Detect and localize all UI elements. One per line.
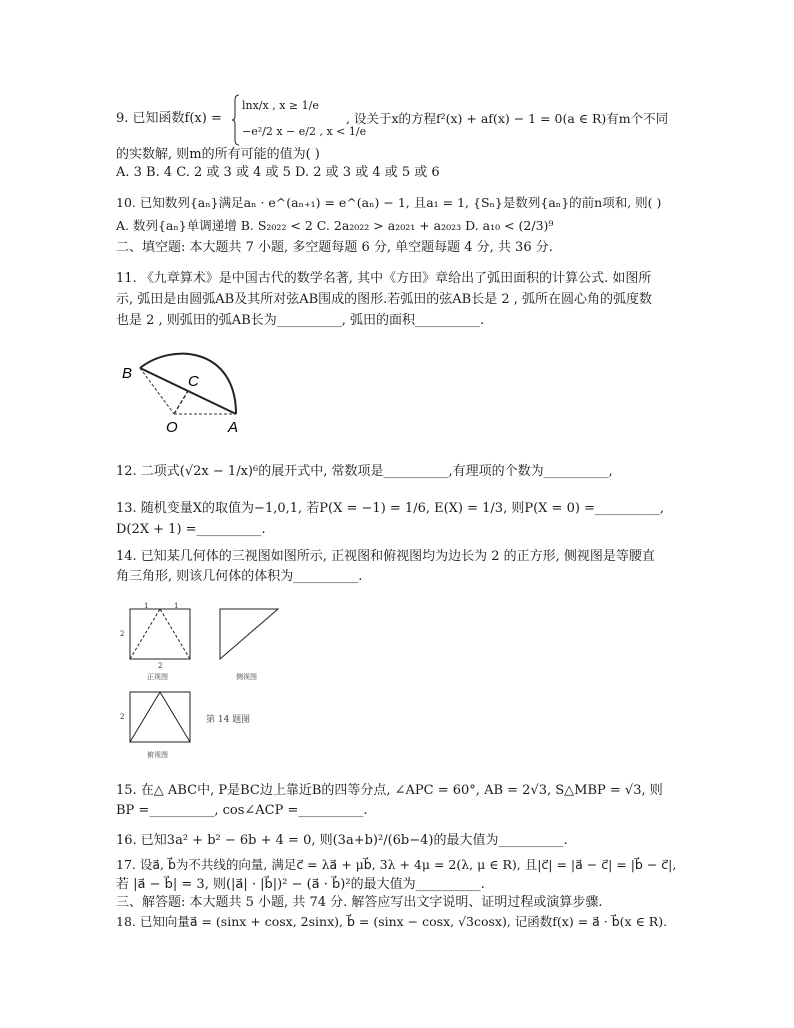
q18-line: 18. 已知向量a⃗ = (sinx + cosx, 2sinx), b⃗ = (sinx − cosx, √3cosx), 记函数f(x) = a⃗ · b⃗(x ∈ R). [116, 914, 668, 929]
section-2-heading: 二、填空题: 本大题共 7 小题, 多空题每题 6 分, 单空题每题 4 分, 共 36 分. [116, 240, 553, 255]
q11-line2: 示, 弧田是由圆弧AB及其所对弦AB围成的图形.若弧田的弦AB长是 2 , 弧所在圆心角的弧度数 [116, 292, 653, 307]
front-view-figure [127, 602, 197, 664]
q9-prefix: 9. 已知函数f(x) = [116, 111, 222, 126]
q14-line2: 角三角形, 则该几何体的体积为__________. [116, 569, 363, 584]
q9-options: A. 3 B. 4 C. 2 或 3 或 4 或 5 D. 2 或 3 或 4 或 5 或 6 [116, 165, 440, 180]
front-view-caption: 正视图 [147, 673, 168, 681]
top-dim-left: 2 [120, 713, 125, 721]
q17-line1: 17. 设a⃗, b⃗为不共线的向量, 满足c⃗ = λa⃗ + μb⃗, 3λ + 4μ = 2(λ, μ ∈ R), 且|c⃗| = |a⃗ − c⃗| = |b⃗ − c⃗|, [116, 857, 677, 872]
q17-line2: 若 |a⃗ − b⃗| = 3, 则(|a⃗| · |b⃗|)² − (a⃗ · b⃗)²的最大值为__________. [116, 877, 485, 892]
front-dim-top-right: 1 [174, 602, 179, 610]
q11-line1: 11. 《九章算术》是中国古代的数学名著, 其中《方田》章给出了弧田面积的计算公式. 如图所 [116, 271, 652, 286]
top-view-caption: 俯视图 [147, 751, 168, 759]
q13-line2: D(2X + 1) =__________. [116, 522, 266, 537]
label-b: B [122, 365, 133, 382]
brace-icon [232, 94, 240, 146]
q11-line3: 也是 2 , 则弧田的弧AB长为__________, 弧田的面积__________. [116, 313, 485, 328]
label-a: A [228, 419, 239, 436]
q14-line1: 14. 已知某几何体的三视图如图所示, 正视图和俯视图均为边长为 2 的正方形, 侧视图是等腰直 [116, 549, 655, 564]
q14-figure-caption: 第 14 题图 [206, 715, 251, 725]
side-view-figure [216, 602, 286, 664]
q13-line1: 13. 随机变量X的取值为−1,0,1, 若P(X = −1) = 1/6, E(X) = 1/3, 则P(X = 0) =__________, [116, 501, 665, 516]
label-c: C [188, 373, 199, 390]
q9-suffix: , 设关于x的方程f²(x) + af(x) − 1 = 0(a ∈ R)有m个不同 [346, 111, 669, 126]
front-dim-left: 2 [120, 630, 125, 638]
q16-line: 16. 已知3a² + b² − 6b + 4 = 0, 则(3a+b)²/(6b−4)的最大值为__________. [116, 833, 568, 848]
q10-options: A. 数列{aₙ}单调递增 B. S₂₀₂₂ < 2 C. 2a₂₀₂₂ > a₂₀₂₁ + a₂₀₂₃ D. a₁₀ < (2/3)⁹ [116, 218, 554, 233]
q9-line2: 的实数解, 则m的所有可能的值为( ) [116, 147, 320, 162]
top-view-figure [127, 686, 197, 748]
q10-line1: 10. 已知数列{aₙ}满足aₙ · e^(aₙ₊₁) = e^(aₙ) − 1, 且a₁ = 1, {Sₙ}是数列{aₙ}的前n项和, 则( ) [116, 195, 662, 210]
front-dim-bottom: 2 [158, 662, 163, 670]
q9-piece2: −e²/2 x − e/2 , x < 1/e [242, 125, 367, 138]
front-dim-top-left: 1 [144, 602, 149, 610]
q15-line1: 15. 在△ ABC中, P是BC边上靠近B的四等分点, ∠APC = 60°, AB = 2√3, S△MBP = √3, 则 [116, 783, 663, 798]
q9-piecewise [232, 94, 367, 146]
side-view-caption: 侧视图 [236, 673, 257, 681]
q12-line: 12. 二项式(√2x − 1/x)⁶的展开式中, 常数项是__________,有理项的个数为__________, [116, 464, 613, 479]
q9-piece1: lnx/x , x ≥ 1/e [242, 99, 319, 112]
section-3-heading: 三、解答题: 本大题共 5 小题, 共 74 分. 解答应写出文字说明、证明过程或演算步骤. [116, 895, 603, 910]
label-o: O [166, 419, 178, 436]
q15-line2: BP =__________, cos∠ACP =__________. [116, 803, 368, 818]
arc-field-figure [118, 348, 258, 438]
